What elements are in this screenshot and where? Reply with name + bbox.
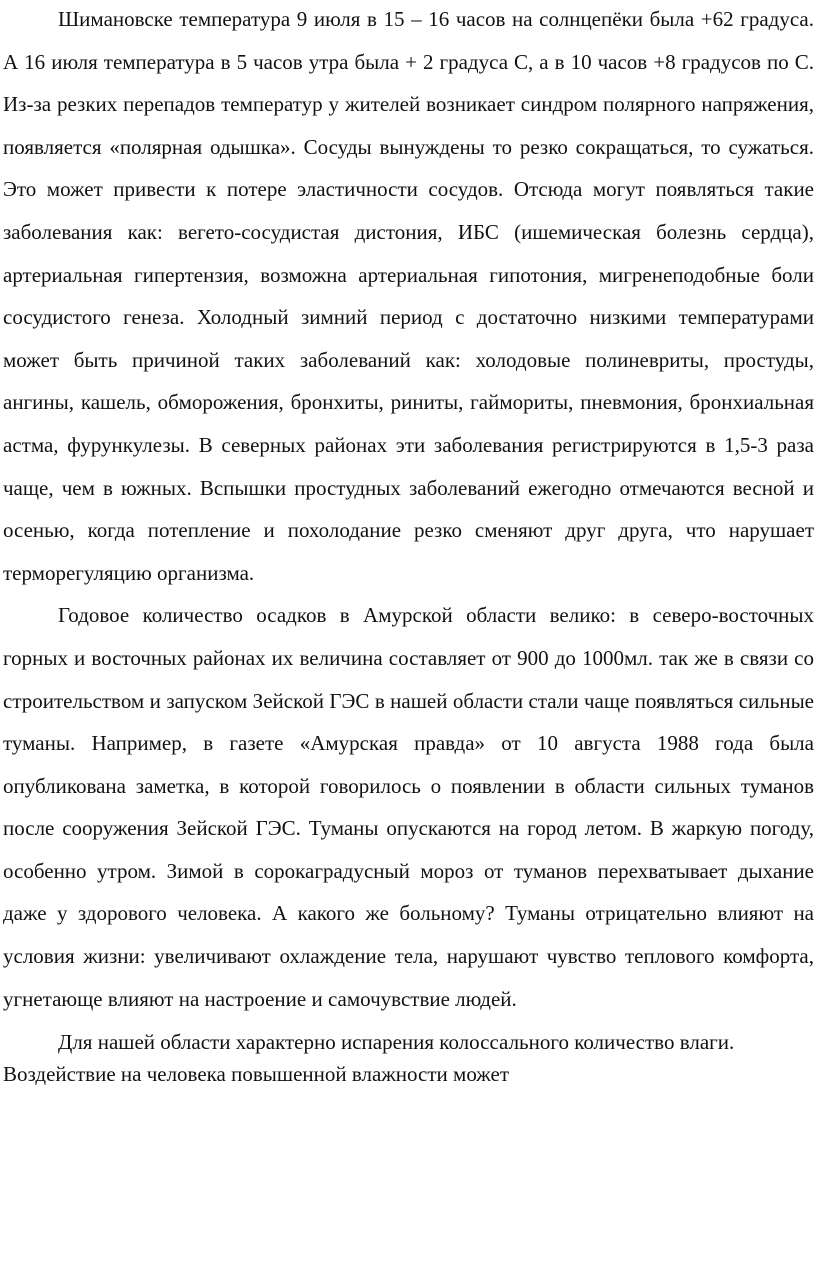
paragraph-humidity: Для нашей области характерно испарения колоссального количество влаги. Воздействие на человека повышенной влажности может xyxy=(3,1030,735,1087)
paragraph-temperature: Шимановске температура 9 июля в 15 – 16 часов на солнцепёки была +62 градуса. А 16 июля температура в 5 часов утра была + 2 градуса С, а в 10 часов +8 градусов по С. Из-за резких перепадов температур у жителей возникает синдром полярного напряжения, появляется «полярная одышка». Сосуды вынуждены то резко сокращаться, то сужаться. Это может привести к потере эластичности сосудов. Отсюда могут появляться такие заболевания как: вегето-сосудистая дистония, ИБС (ишемическая болезнь сердца), артериальная гипертензия, возможна артериальная гипотония, мигренеподобные боли сосудистого генеза. Холодный зимний период с достаточно низкими температурами может быть причиной таких заболеваний как: холодовые полиневриты, простуды, ангины, кашель, обморожения, бронхиты, риниты, гаймориты, пневмония, бронхиальная астма, фурункулезы. В северных районах эти заболевания регистрируются в 1,5-3 раза чаще, чем в южных. Вспышки простудных заболеваний ежегодно отмечаются весной и осенью, когда потепление и похолодание резко сменяют друг друга, что нарушает терморегуляцию организма. xyxy=(3,7,814,585)
paragraph-precipitation: Годовое количество осадков в Амурской области велико: в северо-восточных горных и восточных районах их величина составляет от 900 до 1000мл. так же в связи со строительством и запуском Зейской ГЭС в нашей области стали чаще появляться сильные туманы. Например, в газете «Амурская правда» от 10 августа 1988 года была опубликована заметка, в которой говорилось о появлении в области сильных туманов после сооружения Зейской ГЭС. Туманы опускаются на город летом. В жаркую погоду, особенно утром. Зимой в сорокаградусный мороз от туманов перехватывает дыхание даже у здорового человека. А какого же больному? Туманы отрицательно влияют на условия жизни: увеличивают охлаждение тела, нарушают чувство теплового комфорта, угнетающе влияют на настроение и самочувствие людей. xyxy=(3,603,814,1011)
